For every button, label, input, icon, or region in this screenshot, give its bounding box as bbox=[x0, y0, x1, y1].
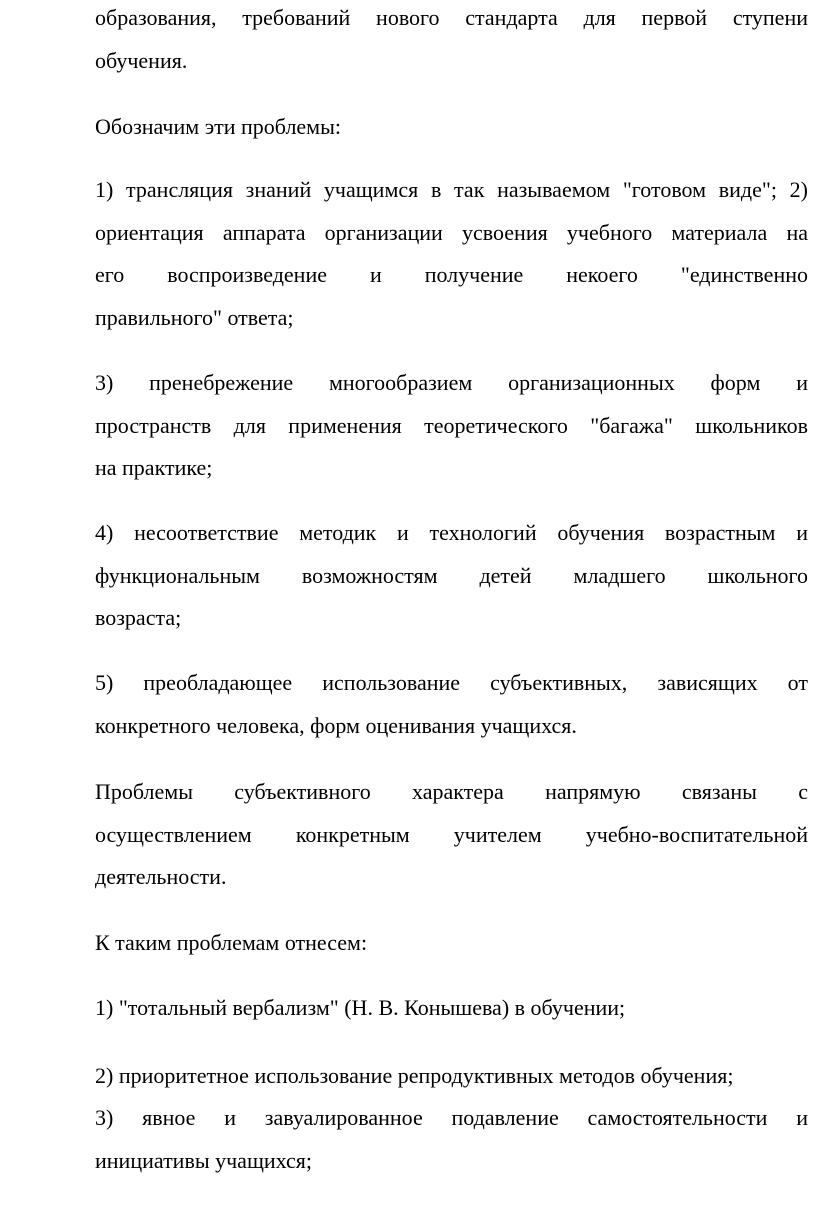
text-line: Проблемы субъективного характера напрямую связаны с bbox=[95, 779, 808, 804]
paragraph bbox=[95, 662, 808, 747]
text-line: обучения. bbox=[95, 47, 188, 73]
text-line: 3) явное и завуалированное подавление самостоятельности и bbox=[95, 1105, 808, 1130]
text-line: 1) "тотальный вербализм" (Н. В. Конышева) в обучении; bbox=[95, 995, 626, 1020]
paragraph bbox=[95, 362, 808, 490]
text-line: 2) приоритетное использование репродуктивных методов обучения; bbox=[95, 1063, 734, 1088]
paragraph bbox=[95, 106, 808, 149]
text-line: на практике; bbox=[95, 455, 213, 480]
text-line: его воспроизведение и получение некоего "единственно bbox=[95, 262, 808, 287]
text-line: К таким проблемам отнесем: bbox=[95, 930, 368, 955]
paragraph bbox=[95, 1097, 808, 1182]
paragraph bbox=[95, 771, 808, 899]
text-line: функциональным возможностям детей младшего школьного bbox=[95, 562, 808, 588]
paragraph bbox=[95, 169, 808, 339]
text-line: 3) пренебрежение многообразием организационных форм и bbox=[95, 370, 808, 395]
paragraph bbox=[95, 987, 808, 1030]
paragraph bbox=[95, 0, 808, 82]
text-line: правильного" ответа; bbox=[95, 304, 294, 330]
text-line: осуществлением конкретным учителем учебно-воспитательной bbox=[95, 821, 808, 847]
paragraph bbox=[95, 1055, 808, 1098]
text-line: возраста; bbox=[95, 605, 182, 630]
text-line: 5) преобладающее использование субъективных, зависящих от bbox=[95, 670, 808, 695]
paragraph bbox=[95, 512, 808, 640]
text-line: 4) несоответствие методик и технологий обучения возрастным и bbox=[95, 520, 808, 545]
text-line: Обозначим эти проблемы: bbox=[95, 114, 341, 139]
text-line: деятельности. bbox=[95, 864, 227, 889]
text-line: пространств для применения теоретического "багажа" школьников bbox=[95, 412, 808, 438]
paragraph bbox=[95, 922, 808, 965]
text-line: ориентация аппарата организации усвоения учебного материала на bbox=[95, 219, 808, 245]
text-line: инициативы учащихся; bbox=[95, 1147, 313, 1173]
text-line: образования, требований нового стандарта для первой ступени bbox=[95, 5, 808, 30]
text-line: 1) трансляция знаний учащимся в так называемом "готовом виде"; 2) bbox=[95, 177, 808, 202]
text-line: конкретного человека, форм оценивания учащихся. bbox=[95, 712, 577, 738]
